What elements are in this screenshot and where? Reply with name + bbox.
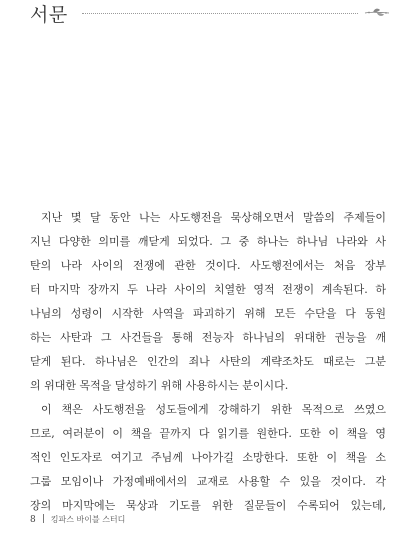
- leaf-ornament-icon: [364, 6, 390, 18]
- text-line: 이 책은 사도행전을 성도들에게 강해하기 위한 목적으로 쓰였으: [41, 403, 386, 416]
- footer-divider: [43, 514, 44, 523]
- text-line: 장의 마지막에는 묵상과 기도를 위한 질문들이 수록되어 있는데,: [30, 499, 386, 512]
- page-number: 8: [30, 515, 36, 525]
- text-line: 지닌 다양한 의미를 깨닫게 되었다. 그 중 하나는 하나님 나라와 사: [30, 235, 386, 248]
- text-line: 터 마지막 장까지 두 나라 사이의 치열한 영적 전쟁이 계속된다. 하: [30, 283, 386, 296]
- text-line: 탄의 나라 사이의 전쟁에 관한 것이다. 사도행전에서는 처음 장부: [30, 259, 386, 272]
- book-title: 킹파스 바이블 스터디: [50, 515, 126, 524]
- page-title: 서문: [30, 4, 68, 26]
- text-line: 나님의 성령이 시작한 사역을 파괴하기 위해 모든 수단을 다 동원: [30, 307, 386, 320]
- header-dotted-rule: [82, 13, 358, 14]
- paragraph-1: [30, 206, 386, 398]
- text-line: 하는 사탄과 그 사건들을 통해 전능자 하나님의 위대한 권능을 깨: [30, 331, 386, 344]
- text-line: 지난 몇 달 동안 나는 사도행전을 묵상해오면서 말씀의 주제들이: [41, 211, 386, 224]
- text-line: 의 위대한 목적을 달성하기 위해 사용하시는 분이시다.: [30, 379, 289, 392]
- text-line: 닫게 된다. 하나님은 인간의 죄나 사탄의 계략조차도 때로는 그분: [30, 355, 386, 368]
- body-text: [30, 206, 386, 518]
- paragraph-2: [30, 398, 386, 518]
- text-line: 므로, 여러분이 이 책을 끝까지 다 읽기를 원한다. 또한 이 책을 영: [30, 427, 386, 440]
- text-line: 적인 인도자로 여기고 주님께 나아가길 소망한다. 또한 이 책을 소: [30, 451, 386, 464]
- text-line: 그룹 모임이나 가정예배에서의 교재로 사용할 수 있을 것이다. 각: [30, 475, 386, 488]
- page-footer: [30, 514, 125, 525]
